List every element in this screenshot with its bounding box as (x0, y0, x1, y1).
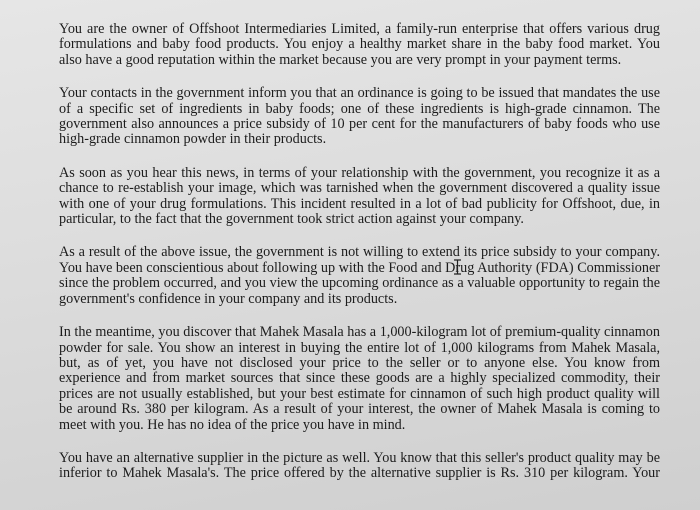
paragraph-3 (59, 166, 660, 228)
paragraph-line: government's confidence in your company and its products. (59, 290, 398, 307)
paragraph-line: experience and from market sources that since these goods are a highly specialized commodity, their (59, 370, 660, 387)
paragraph-line: with one of your drug formulations. This incident resulted in a lot of bad publicity for Offshoot, due, in (59, 195, 660, 212)
paragraph-line: since the problem occurred, and you view the upcoming ordinance as a valuable opportunity to regain the (59, 275, 660, 292)
paragraph-line: chance to re-establish your image, which was tarnished when the government discovered a quality issue (59, 180, 660, 197)
paragraph-line: You have an alternative supplier in the picture as well. You know that this seller's product quality may be (59, 449, 660, 466)
paragraph-line: be around Rs. 380 per kilogram. As a result of your interest, the owner of Mahek Masala is coming to (59, 401, 660, 418)
paragraph-line: meet with you. He has no idea of the price you have in mind. (59, 416, 406, 433)
paragraph-line: also have a good reputation within the market because you are very prompt in your payment terms. (59, 51, 622, 68)
paragraph-line: You are the owner of Offshoot Intermediaries Limited, a family-run enterprise that offers various drug (59, 21, 660, 37)
paragraph-line: but, as of yet, you have not disclosed your price to the seller or to anyone else. You know from (59, 354, 660, 371)
paragraph-4 (59, 245, 660, 307)
paragraph-line: Your contacts in the government inform you that an ordinance is going to be issued that mandates the use (59, 85, 660, 102)
paragraph-2 (59, 86, 660, 148)
paragraph-line: prices are not usually established, but your best estimate for cinnamon of such high product quality will (59, 385, 660, 402)
paragraph-line: As a result of the above issue, the government is not willing to extend its price subsidy to your company. (59, 244, 660, 261)
paragraph-line: particular, to the fact that the government took strict action against your company. (59, 211, 524, 228)
paragraph-line: high-grade cinnamon powder in their products. (59, 131, 327, 148)
paragraph-line: formulations and baby food products. You enjoy a healthy market share in the baby food market. You (59, 36, 660, 53)
paragraph-line: inferior to Mahek Masala's. The price offered by the alternative supplier is Rs. 310 per kilogram. Your (59, 465, 660, 482)
paragraph-line: You have been conscientious about following up with the Food and Drug Authority (FDA) Commissioner (59, 259, 660, 276)
text-cursor-icon (453, 259, 462, 275)
paragraph-1 (59, 22, 660, 68)
paragraph-6 (59, 451, 660, 482)
paragraph-line: As soon as you hear this news, in terms of your relationship with the government, you recognize it as a (59, 164, 660, 181)
paragraph-line: government also announces a price subsidy of 10 per cent for the manufacturers of baby foods who use (59, 116, 660, 133)
paragraph-5 (59, 325, 660, 433)
paragraph-line: of a specific set of ingredients in baby foods; one of these ingredients is high-grade cinnamon. The (59, 100, 660, 117)
paragraph-line: In the meantime, you discover that Mahek Masala has a 1,000-kilogram lot of premium-quality cinnamon (59, 324, 660, 341)
paragraph-line: powder for sale. You show an interest in buying the entire lot of 1,000 kilograms from Mahek Masala, (59, 339, 660, 356)
